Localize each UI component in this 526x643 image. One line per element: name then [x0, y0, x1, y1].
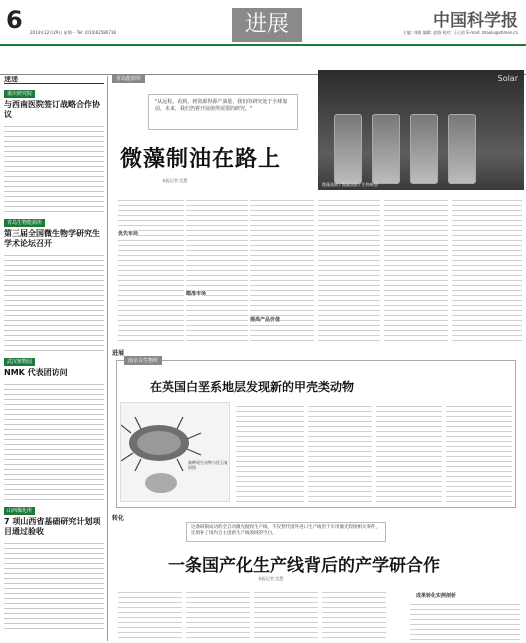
news-item[interactable]	[4, 216, 104, 351]
news-item-title: NMK 代表团访问	[4, 368, 68, 377]
left-column	[4, 76, 104, 641]
article-text	[384, 196, 448, 342]
feature-subhead: 优先布局	[118, 231, 139, 237]
news-item[interactable]	[4, 355, 104, 500]
feature-subhead: 瞄准市场	[186, 291, 207, 297]
news-item-body	[4, 380, 104, 500]
article-text	[446, 402, 512, 504]
feature-label: 青岛能源所	[112, 74, 145, 83]
illustration-caption: 新种现生动物与化石复原图	[188, 460, 228, 470]
article-text	[186, 196, 248, 342]
news-item-title: 7 项山西省基础研究计划项目通过验收	[4, 517, 101, 536]
article3-byline: 本报记者 沈慧	[258, 576, 284, 581]
feature-title[interactable]: 微藻制油在路上	[120, 146, 282, 172]
news-item-body	[4, 122, 104, 212]
news-item-label: 武汉植物园	[4, 358, 35, 366]
article-text	[410, 600, 520, 640]
page-number: 6	[6, 6, 23, 34]
section-tab: 进展	[232, 8, 302, 42]
feature-quote: "从远程，看到、到资源得源产油量，我们的研究处于全球靠前，未来，我们仍将开展值得需要的研究。"	[148, 94, 298, 130]
article3-title[interactable]: 一条国产化生产线背后的产学研合作	[168, 556, 440, 576]
article-text	[452, 196, 522, 342]
news-item-title: 与西南医院签订战略合作协议	[4, 100, 100, 119]
isopod-illustration	[120, 402, 230, 502]
flask-shape	[448, 114, 476, 184]
left-column-heading: 速递	[4, 76, 104, 84]
flask-shape	[334, 114, 362, 184]
flask-shape	[410, 114, 438, 184]
algae-bioreactor-photo	[318, 70, 524, 190]
page-header	[0, 0, 526, 46]
news-item-title: 第三届全国微生物学研究生学术论坛召开	[4, 229, 100, 248]
photo-caption: 微藻油液 / 微藻油液 / 生物柴油	[322, 182, 378, 187]
news-item-body	[4, 539, 104, 629]
sidebar-heading: 成果转化实例剖析	[416, 593, 457, 599]
news-item-label: 山西煤化所	[4, 507, 35, 515]
article-text	[254, 588, 318, 640]
article3-quote: 这条研制成功的全自动激光抛焊生产线，不仅替代国外进口生产线用于车用激光焊接相关零件，还填补了国内自主创新生产线领域的空白。	[186, 522, 386, 542]
masthead-logo: 中国科学报	[433, 11, 518, 31]
isopod-icon	[121, 403, 231, 503]
article-text	[318, 196, 380, 342]
article-text	[118, 588, 182, 640]
article2-title[interactable]: 在英国白垩系地层发现新的甲壳类动物	[150, 380, 355, 394]
issue-meta: 2014年12月29日 星期一 Tel: (010)62580718	[30, 30, 116, 35]
article-text	[308, 402, 372, 504]
article-text	[236, 402, 304, 504]
news-item-label: 青岛生物能源所	[4, 219, 45, 227]
news-item[interactable]	[4, 87, 104, 212]
section-label: 进展	[112, 350, 125, 357]
section-label: 转化	[112, 515, 125, 522]
article-text	[322, 588, 386, 640]
article-text	[376, 402, 442, 504]
column-divider	[107, 76, 108, 641]
news-item-body	[4, 251, 104, 351]
feature-byline: 本报记者 沈慧	[162, 178, 188, 183]
article-text	[186, 588, 250, 640]
news-item-label: 重庆研究院	[4, 90, 35, 98]
feature-subhead: 提高产品价值	[250, 317, 281, 323]
photo-brand-text: Solar	[497, 74, 518, 83]
flask-shape	[372, 114, 400, 184]
editor-contact: 主编: 刘雁 编辑: 赵路 校对: 王心怡 E-mail: zhaolu@stimes.cn	[402, 30, 518, 35]
article2-tag: 南京古生物所	[124, 356, 162, 365]
article-text	[118, 196, 184, 342]
news-item[interactable]	[4, 504, 104, 629]
